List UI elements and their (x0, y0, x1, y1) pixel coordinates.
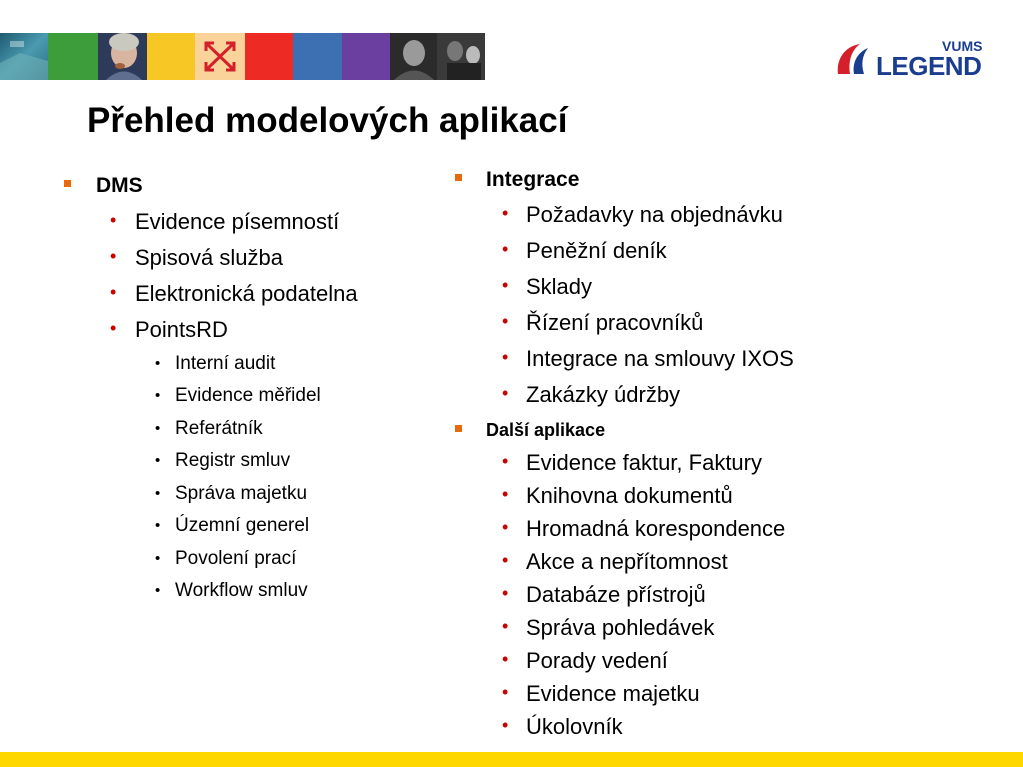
banner-tile-green (48, 33, 98, 80)
banner-tile-arrows (195, 33, 245, 80)
sub-list-item: Územní generel (175, 515, 310, 536)
bullet-dot-icon: • (155, 582, 161, 599)
list-item: Zakázky údržby (526, 382, 681, 407)
banner-tile-aerial-photo (0, 33, 48, 80)
bullet-dot-icon: • (502, 383, 509, 403)
sub-list-item: Referátník (175, 418, 263, 439)
vums-legend-logo (834, 38, 984, 82)
bullet-dot-icon: • (502, 517, 509, 537)
bullet-dot-icon: • (502, 583, 509, 603)
bullet-dot-icon: • (502, 311, 509, 331)
bullet-dot-icon: • (502, 682, 509, 702)
bullet-dot-icon: • (155, 387, 161, 404)
bullet-dot-icon: • (155, 485, 161, 502)
banner-tile-man-portrait (390, 33, 437, 80)
bullet-dot-icon: • (502, 616, 509, 636)
bullet-dot-icon: • (502, 715, 509, 735)
bullet-dot-icon: • (502, 649, 509, 669)
bullet-dot-icon: • (155, 517, 161, 534)
list-item: Spisová služba (135, 245, 283, 270)
list-item: Porady vedení (526, 648, 668, 673)
sub-list-item: Evidence měřidel (175, 385, 321, 406)
bullet-dot-icon: • (502, 451, 509, 471)
list-item: Řízení pracovníků (526, 310, 704, 335)
bullet-dot-icon: • (502, 550, 509, 570)
list-item: Evidence majetku (526, 681, 700, 706)
expand-arrows-icon (195, 33, 245, 80)
integrace-heading: Integrace (486, 168, 580, 191)
sub-list-item: Interní audit (175, 353, 276, 374)
bullet-dot-icon: • (155, 420, 161, 437)
bullet-dot-icon: • (502, 203, 509, 223)
list-item: Požadavky na objednávku (526, 202, 783, 227)
list-item: Hromadná korespondence (526, 516, 786, 541)
sub-list-item: Registr smluv (175, 450, 291, 471)
logo-small-text: VUMS (942, 38, 983, 54)
footer-bar (0, 752, 1023, 767)
list-item: Integrace na smlouvy IXOS (526, 346, 794, 371)
bullet-dot-icon: • (110, 246, 117, 266)
list-item: PointsRD (135, 317, 228, 342)
banner-tile-purple (342, 33, 390, 80)
header-image-banner (0, 33, 485, 80)
sub-list-item: Workflow smluv (175, 580, 308, 601)
bullet-dot-icon: • (155, 550, 161, 567)
sub-list-item: Správa majetku (175, 483, 308, 504)
dms-heading: DMS (96, 174, 143, 197)
list-item: Knihovna dokumentů (526, 483, 733, 508)
list-item: Evidence faktur, Faktury (526, 450, 762, 475)
bullet-dot-icon: • (155, 355, 161, 372)
banner-tile-red (245, 33, 293, 80)
list-item: Sklady (526, 274, 593, 299)
banner-tile-people-photo (437, 33, 485, 80)
banner-tile-yellow (147, 33, 195, 80)
list-item: Akce a nepřítomnost (526, 549, 728, 574)
dalsi-aplikace-heading: Další aplikace (486, 420, 606, 440)
slide-title: Přehled modelových aplikací (87, 101, 568, 140)
bullet-dot-icon: • (502, 275, 509, 295)
bullet-dot-icon: • (110, 210, 117, 230)
list-item: Databáze přístrojů (526, 582, 706, 607)
sub-list-item: Povolení prací (175, 548, 297, 569)
square-bullet-icon (455, 425, 462, 432)
square-bullet-icon (455, 174, 462, 181)
bullet-dot-icon: • (110, 318, 117, 338)
bullet-dot-icon: • (502, 484, 509, 504)
list-item: Elektronická podatelna (135, 281, 358, 306)
list-item: Úkolovník (526, 714, 623, 739)
bullet-dot-icon: • (502, 239, 509, 259)
square-bullet-icon (64, 180, 71, 187)
list-item: Správa pohledávek (526, 615, 715, 640)
banner-tile-blue (293, 33, 342, 80)
logo-big-text: LEGEND (876, 51, 982, 81)
bullet-dot-icon: • (110, 282, 117, 302)
bullet-dot-icon: • (155, 452, 161, 469)
banner-tile-woman-portrait (98, 33, 147, 80)
list-item: Peněžní deník (526, 238, 667, 263)
list-item: Evidence písemností (135, 209, 340, 234)
bullet-dot-icon: • (502, 347, 509, 367)
